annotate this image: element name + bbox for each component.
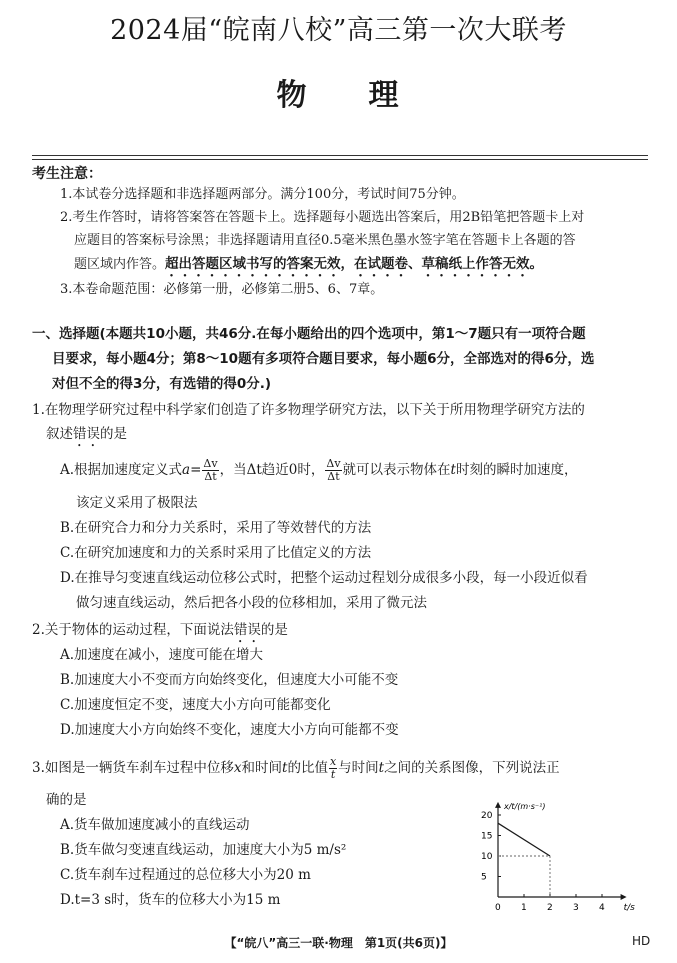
xt-graph <box>470 785 670 915</box>
q3-stem-line2: 确的是 <box>46 792 87 808</box>
notice-item-2-line3: 题区域内作答。超出答题区域书写的答案无效，在试题卷、草稿纸上作答无效。 <box>74 256 544 272</box>
series-line <box>498 823 550 856</box>
q2-option-d: D.加速度大小方向始终不变化，速度大小方向可能都不变 <box>60 722 399 738</box>
q1-option-a-line1: A.根据加速度定义式a= $\frac{\Delta v}{\Delta t}$ ，当Δt趋近0时， $\frac{\Delta v}{\Delta t}$ 就可以表示物体在t时刻的瞬时加速度， <box>60 457 578 483</box>
q1-option-c: C.在研究加速度和力的关系时采用了比值定义的方法 <box>60 545 372 561</box>
subject-title: 物 理 <box>276 78 401 113</box>
y-axis-arrow <box>495 802 501 808</box>
q1-option-a-line2: 该定义采用了极限法 <box>76 495 198 511</box>
q3-option-d: D.t=3 s时，货车的位移大小为15 m <box>60 892 281 908</box>
fraction: $\frac{\Delta v}{\Delta t}$ <box>326 457 341 483</box>
y-tick-label: 10 <box>481 852 493 862</box>
divider <box>32 155 648 156</box>
y-axis-label: x/t/(m·s⁻¹) <box>504 801 546 811</box>
page-footer: 【“皖八”高三一联·物理 第1页(共6页)】 <box>224 936 453 950</box>
fraction: $\frac{\Delta v}{\Delta t}$ <box>203 457 218 483</box>
notice-heading: 考生注意： <box>32 166 102 182</box>
section-instructions-line2: 目要求，每小题4分；第8～10题有多项符合题目要求，每小题6分，全部选对的得6分，选 <box>52 351 595 367</box>
x-tick-label: 2 <box>547 903 553 913</box>
notice-item-3: 3.本卷命题范围：必修第一册，必修第二册5、6、7章。 <box>60 282 384 297</box>
q2-stem: 2.关于物体的运动过程，下面说法错误的是 <box>32 622 288 638</box>
exam-title: 2024届“皖南八校”高三第一次大联考 <box>110 15 567 46</box>
notice-item-1: 1.本试卷分选择题和非选择题两部分。满分100分，考试时间75分钟。 <box>60 187 465 202</box>
x-tick-label: 3 <box>573 903 579 913</box>
footer-code: HD <box>632 934 651 948</box>
q3-option-c: C.货车刹车过程通过的总位移大小为20 m <box>60 867 311 883</box>
section-instructions-line1: 一、选择题(本题共10小题，共46分.在每小题给出的四个选项中，第1～7题只有一项符合题 <box>32 326 586 342</box>
divider <box>32 159 648 160</box>
x-tick-label: 4 <box>599 903 605 913</box>
notice-item-2-line1: 2.考生作答时，请将答案答在答题卡上。选择题每小题选出答案后，用2B铅笔把答题卡上对 <box>60 210 585 225</box>
q1-option-d-line1: D.在推导匀变速直线运动位移公式时，把整个运动过程划分成很多小段，每一小段近似看 <box>60 570 588 586</box>
x-tick-label: 0 <box>495 903 501 913</box>
q3-option-b: B.货车做匀变速直线运动，加速度大小为5 m/s² <box>60 842 347 858</box>
notice-item-2-line2: 应题目的答案标号涂黑；非选择题请用直径0.5毫米黑色墨水签字笔在答题卡上各题的答 <box>74 233 576 248</box>
q1-option-d-line2: 做匀速直线运动，然后把各小段的位移相加，采用了微元法 <box>76 595 427 611</box>
fraction: $\frac{x}{t}$ <box>329 755 337 781</box>
x-tick-label: 1 <box>521 903 527 913</box>
q1-stem-line1: 1.在物理学研究过程中科学家们创造了许多物理学研究方法，以下关于所用物理学研究方法的 <box>32 402 585 418</box>
y-tick-label: 20 <box>481 811 493 821</box>
x-axis-label: t/s <box>623 903 635 913</box>
q3-stem-line1: 3.如图是一辆货车刹车过程中位移x和时间t的比值 $\frac{x}{t}$ 与时间t之间的关系图像，下列说法正 <box>32 755 560 781</box>
q2-option-b: B.加速度大小不变而方向始终变化，但速度大小可能不变 <box>60 672 399 688</box>
q1-stem-line2: 叙述错误的是 <box>46 426 127 442</box>
y-tick-label: 5 <box>481 872 487 883</box>
q1-option-b: B.在研究合力和分力关系时，采用了等效替代的方法 <box>60 520 372 536</box>
q2-option-c: C.加速度恒定不变，速度大小方向可能都变化 <box>60 697 331 713</box>
section-instructions-line3: 对但不全的得3分，有选错的得0分.) <box>52 376 272 392</box>
y-tick-label: 15 <box>481 831 493 842</box>
q2-option-a: A.加速度在减小，速度可能在增大 <box>60 647 264 663</box>
q3-option-a: A.货车做加速度减小的直线运动 <box>60 817 250 833</box>
x-axis-arrow <box>621 894 627 900</box>
